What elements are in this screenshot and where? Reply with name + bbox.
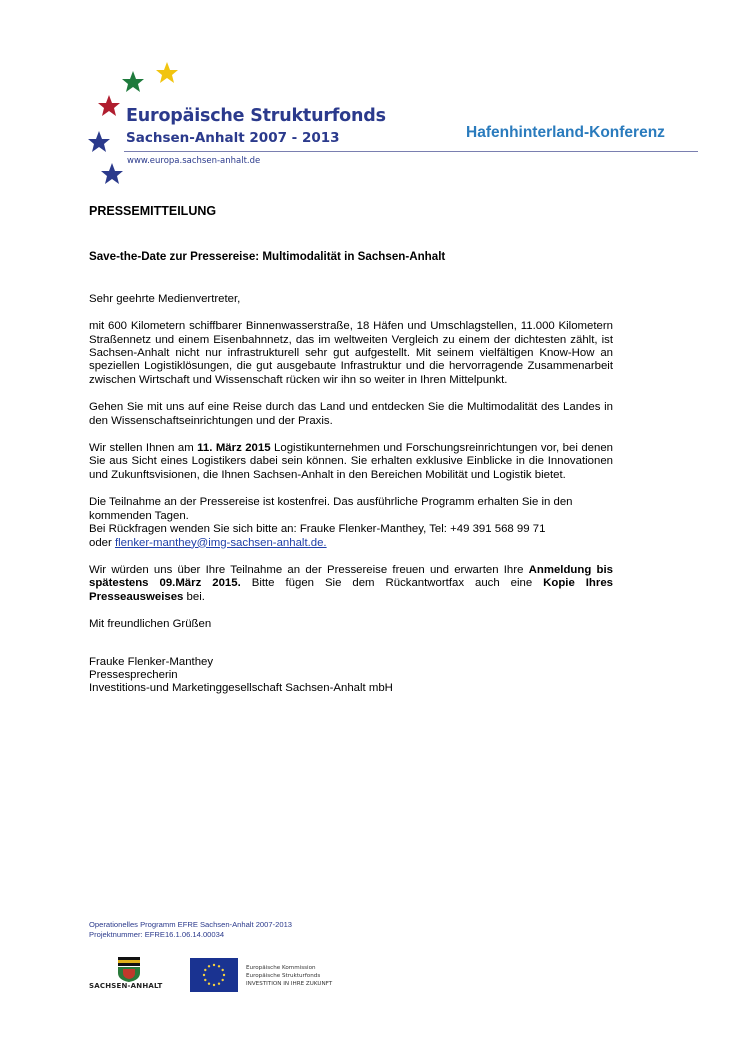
paragraph-1: mit 600 Kilometern schiffbarer Binnenwasserstraße, 18 Häfen und Umschlagstellen, 11.000 Kilometern Straßennetz und einem Eisenbahnnetz, das im weltweiten Vergleich zu einem der dichtesten zählt, ist Sachsen-Anhalt nicht nur infrastrukturell sehr gut aufgestellt. Mit seinem vielfältigen Know-How an speziellen Logistiklösungen, die gut ausgebaute Infrastruktur und die hervorragende Zusammenarbeit zwischen Wirtschaft und Wissenschaft rücken wir ihn so weiter in Ihren Mittelpunkt. — [89, 320, 613, 386]
sachsen-anhalt-logo — [89, 956, 169, 996]
logo-url: www.europa.sachsen-anhalt.de — [127, 156, 261, 166]
contact-email-link[interactable]: flenker-manthey@img-sachsen-anhalt.de. — [114, 536, 327, 549]
green-star-icon — [122, 71, 144, 92]
signature-org: Investitions-und Marketinggesellschaft Sachsen-Anhalt mbH — [89, 682, 393, 695]
coat-of-arms-icon — [89, 956, 169, 982]
signature-name: Frauke Flenker-Manthey — [89, 655, 214, 668]
paragraph-5 — [89, 564, 613, 604]
signature — [89, 656, 613, 696]
header-divider — [124, 151, 698, 152]
event-date: 11. März 2015 — [197, 442, 271, 455]
red-star-icon — [98, 95, 120, 116]
paragraph-5-text-c: bei. — [183, 590, 205, 603]
closing: Mit freundlichen Grüßen — [89, 618, 212, 631]
paragraph-4 — [89, 496, 613, 550]
document-heading: PRESSEMITTEILUNG — [89, 204, 217, 218]
eu-commission: Europäische Kommission — [246, 965, 316, 971]
document-subheading: Save-the-Date zur Pressereise: Multimodalität in Sachsen-Anhalt — [89, 250, 446, 264]
logo-subtitle: Sachsen-Anhalt 2007 - 2013 — [126, 130, 340, 146]
signature-role: Pressesprecherin — [89, 668, 178, 681]
press-card-note: Kopie Ihres Presseausweises — [89, 577, 613, 603]
paragraph-2: Gehen Sie mit uns auf eine Reise durch das Land und entdecken Sie die Multimodalität des Landes in den Wissenschaftseinrichtungen und der Praxis. — [89, 401, 613, 427]
paragraph-5-text-a: Wir würden uns über Ihre Teilnahme an der Pressereise freuen und erwarten Ihre — [89, 563, 529, 576]
paragraph-3-text-a: Wir stellen Ihnen am — [89, 442, 198, 455]
paragraph-5-text-b: Bitte fügen Sie dem Rückantwortfax auch eine — [240, 577, 544, 590]
conference-title: Hafenhinterland-Konferenz — [466, 124, 665, 141]
eu-slogan: INVESTITION IN IHRE ZUKUNFT — [246, 981, 333, 987]
eu-text — [246, 964, 332, 988]
paragraph-4-line-2: Bei Rückfragen wenden Sie sich bitte an: Frauke Flenker-Manthey, Tel: +49 391 568 99 71 — [89, 523, 546, 536]
eu-stars-icon — [190, 958, 238, 992]
logo-title: Europäische Strukturfonds — [126, 106, 386, 126]
sachsen-anhalt-label: SACHSEN-ANHALT — [89, 982, 163, 990]
blue-star-icon-2 — [101, 163, 123, 184]
paragraph-4-oder: oder — [89, 536, 115, 549]
footer-line-1: Operationelles Programm EFRE Sachsen-Anhalt 2007-2013 — [89, 920, 293, 929]
paragraph-3-text-b: Logistikunternehmen und Forschungsreinrichtungen vor, bei denen Sie aus Sicht eines Logistikers dabei sein können. Sie erhalten exklusive Einblicke in die Innovationen und Zukunftsvisionen, die Ihnen Sachsen-Anhalt in den Bereichen Mobilität und Logistik bietet. — [89, 442, 613, 481]
greeting: Sehr geehrte Medienvertreter, — [89, 292, 241, 305]
eu-flag — [190, 958, 238, 992]
blue-star-icon — [88, 131, 110, 152]
footer-program-info — [89, 920, 292, 939]
press-release-body — [89, 205, 613, 696]
footer-line-2: Projektnummer: EFRE16.1.06.14.00034 — [89, 929, 225, 939]
yellow-star-icon — [156, 62, 178, 83]
eu-funds: Europäische Strukturfonds — [246, 973, 321, 979]
paragraph-3 — [89, 442, 613, 482]
paragraph-4-line-1: Die Teilnahme an der Pressereise ist kostenfrei. Das ausführliche Programm erhalten Sie in den kommenden Tagen. — [89, 496, 573, 522]
efre-logo — [86, 60, 386, 190]
registration-deadline: Anmeldung bis spätestens 09.März 2015. — [89, 563, 614, 590]
